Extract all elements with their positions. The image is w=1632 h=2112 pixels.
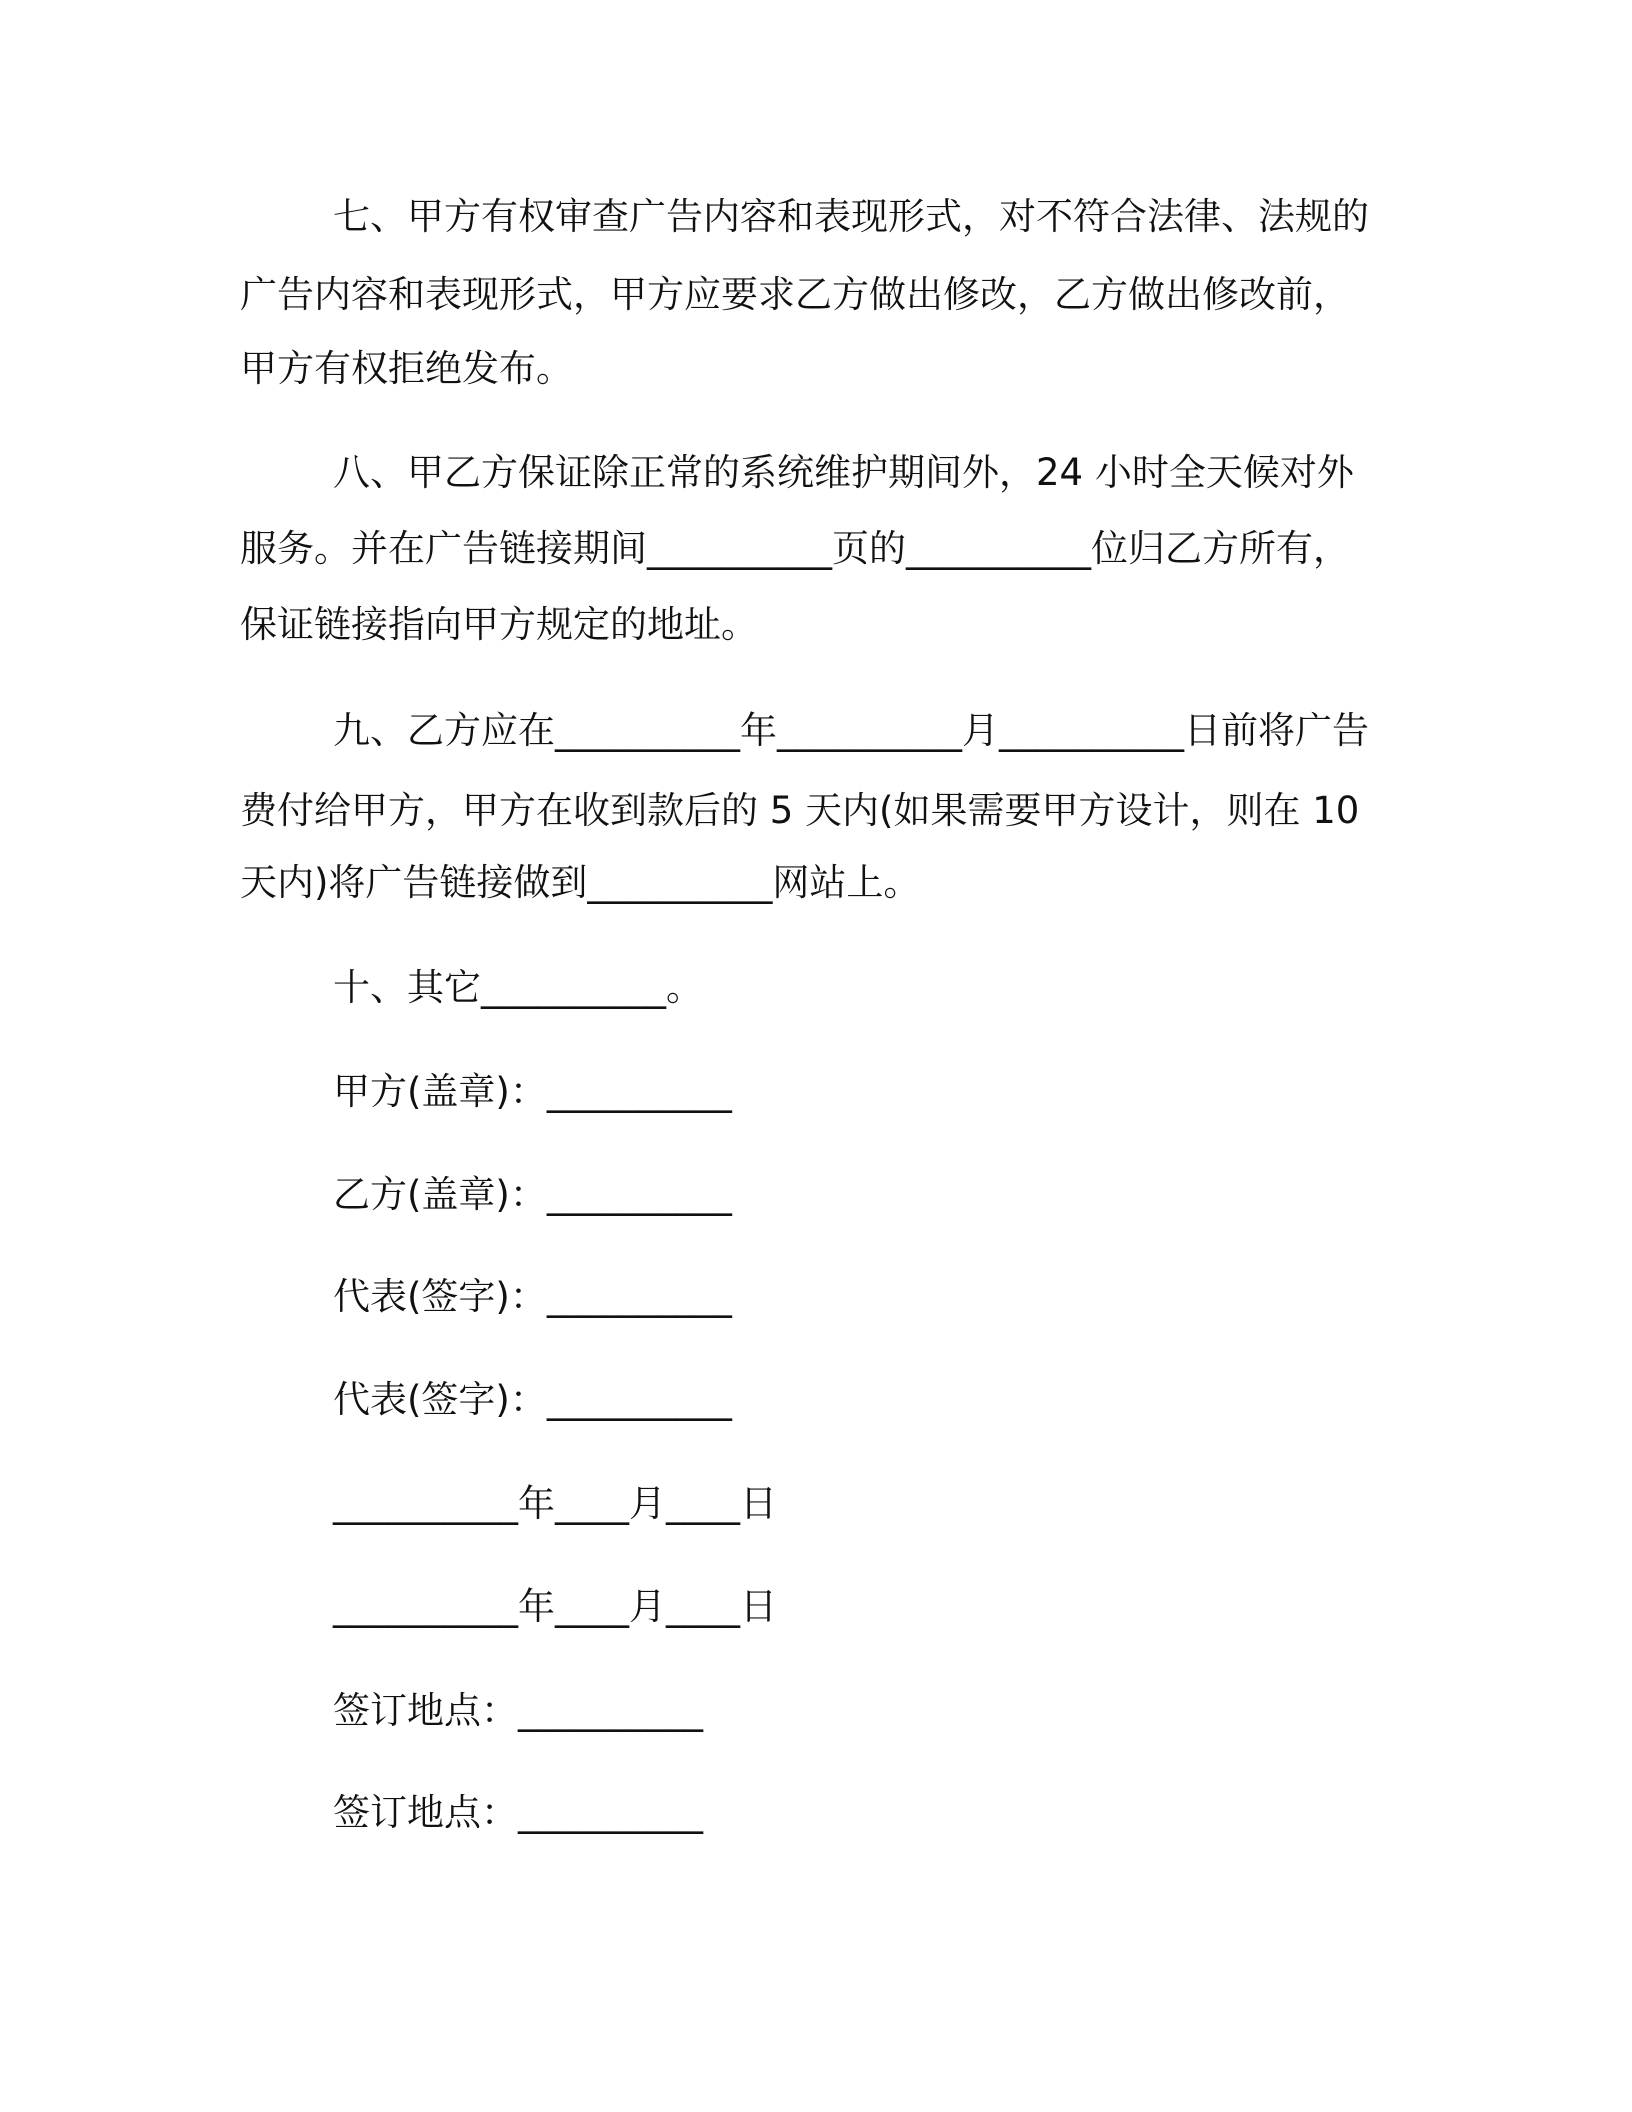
clause-7-line-2: 广告内容和表现形式，甲方应要求乙方做出修改，乙方做出修改前， xyxy=(240,273,1350,316)
clause-7-line-3: 甲方有权拒绝发布。 xyxy=(240,347,573,390)
clause-7-line-1: 七、甲方有权审查广告内容和表现形式，对不符合法律、法规的 xyxy=(333,195,1369,238)
party-a-seal-field: 甲方(盖章)：__________ xyxy=(333,1070,732,1113)
clause-9-line-3: 天内)将广告链接做到__________网站上。 xyxy=(240,861,921,904)
party-b-place-field: 签订地点：__________ xyxy=(333,1791,703,1834)
clause-10-line-1: 十、其它__________。 xyxy=(333,966,703,1009)
party-a-place-field: 签订地点：__________ xyxy=(333,1689,703,1732)
clause-8-line-2: 服务。并在广告链接期间__________页的__________位归乙方所有， xyxy=(240,527,1350,570)
party-a-representative-field: 代表(签字)：__________ xyxy=(333,1275,732,1318)
party-b-date-field: __________年____月____日 xyxy=(333,1585,777,1628)
clause-8-line-1: 八、甲乙方保证除正常的系统维护期间外，24 小时全天候对外 xyxy=(333,451,1354,494)
party-b-seal-field: 乙方(盖章)：__________ xyxy=(333,1173,732,1216)
clause-9-line-1: 九、乙方应在__________年__________月__________日前将广告 xyxy=(333,709,1369,752)
clause-8-line-3: 保证链接指向甲方规定的地址。 xyxy=(240,603,758,646)
party-a-date-field: __________年____月____日 xyxy=(333,1482,777,1525)
party-b-representative-field: 代表(签字)：__________ xyxy=(333,1378,732,1421)
clause-9-line-2: 费付给甲方，甲方在收到款后的 5 天内(如果需要甲方设计，则在 10 xyxy=(240,789,1360,832)
